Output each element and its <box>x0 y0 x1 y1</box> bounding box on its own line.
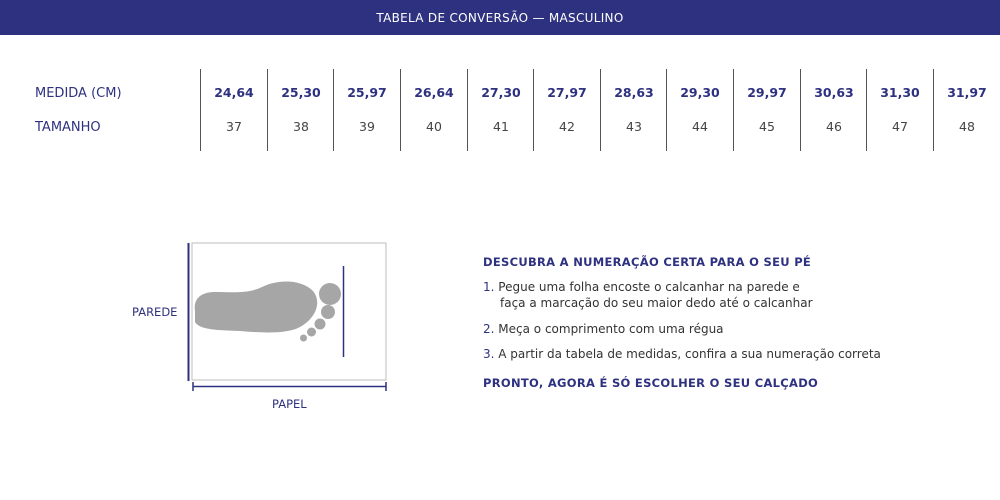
table-column <box>666 69 733 151</box>
instructions-panel <box>483 255 983 390</box>
cm-value: 24,64 <box>214 85 254 100</box>
cm-value: 30,63 <box>814 85 854 100</box>
page-title: TABELA DE CONVERSÃO — MASCULINO <box>376 10 624 25</box>
cm-value: 27,30 <box>481 85 521 100</box>
toe-second <box>321 305 335 319</box>
size-value: 48 <box>959 119 975 134</box>
table-column <box>400 69 467 151</box>
step-text: Pegue uma folha encoste o calcanhar na parede e <box>498 280 800 294</box>
step-number: 3. <box>483 347 495 361</box>
instructions-title: DESCUBRA A NUMERAÇÃO CERTA PARA O SEU PÉ <box>483 255 812 269</box>
size-value: 42 <box>559 119 575 134</box>
row-label-cm: MEDIDA (CM) <box>35 86 122 101</box>
step-text: Meça o comprimento com uma régua <box>498 322 724 336</box>
footprint-icon <box>195 281 341 341</box>
toe-little <box>300 335 307 342</box>
table-column <box>467 69 534 151</box>
table-column <box>933 69 1000 151</box>
cm-value: 31,30 <box>880 85 920 100</box>
size-value: 46 <box>826 119 842 134</box>
table-column <box>533 69 600 151</box>
size-value: 47 <box>892 119 908 134</box>
size-value: 39 <box>359 119 375 134</box>
cm-value: 25,97 <box>347 85 387 100</box>
table-column <box>267 69 334 151</box>
size-value: 37 <box>226 119 242 134</box>
table-column <box>600 69 667 151</box>
table-column <box>200 69 267 151</box>
cm-value: 26,64 <box>414 85 454 100</box>
step-number: 2. <box>483 322 495 336</box>
step-text-continued: faça a marcação do seu maior dedo até o calcanhar <box>500 296 813 310</box>
wall-label: PAREDE <box>132 305 178 319</box>
cm-value: 27,97 <box>547 85 587 100</box>
table-column <box>866 69 933 151</box>
foot-measure-diagram <box>130 240 400 420</box>
step-item <box>483 321 724 337</box>
table-column <box>800 69 867 151</box>
size-value: 44 <box>692 119 708 134</box>
size-value: 43 <box>626 119 642 134</box>
cm-value: 25,30 <box>281 85 321 100</box>
cm-value: 31,97 <box>947 85 987 100</box>
instructions-closing: PRONTO, AGORA É SÓ ESCOLHER O SEU CALÇADO <box>483 376 819 390</box>
toe-fourth <box>307 328 316 337</box>
cm-value: 28,63 <box>614 85 654 100</box>
table-column <box>333 69 400 151</box>
size-value: 40 <box>426 119 442 134</box>
toe-third <box>315 319 326 330</box>
cm-value: 29,30 <box>680 85 720 100</box>
toe-big <box>319 283 341 305</box>
size-value: 38 <box>293 119 309 134</box>
row-label-size: TAMANHO <box>35 120 101 135</box>
table-column <box>733 69 800 151</box>
step-item <box>483 346 881 362</box>
paper-label: PAPEL <box>272 397 307 411</box>
foot-sole <box>195 281 317 332</box>
title-bar <box>0 0 1000 35</box>
size-value: 41 <box>493 119 509 134</box>
step-text: A partir da tabela de medidas, confira a sua numeração correta <box>498 347 881 361</box>
step-item <box>483 279 813 311</box>
size-value: 45 <box>759 119 775 134</box>
cm-value: 29,97 <box>747 85 787 100</box>
step-number: 1. <box>483 280 495 294</box>
